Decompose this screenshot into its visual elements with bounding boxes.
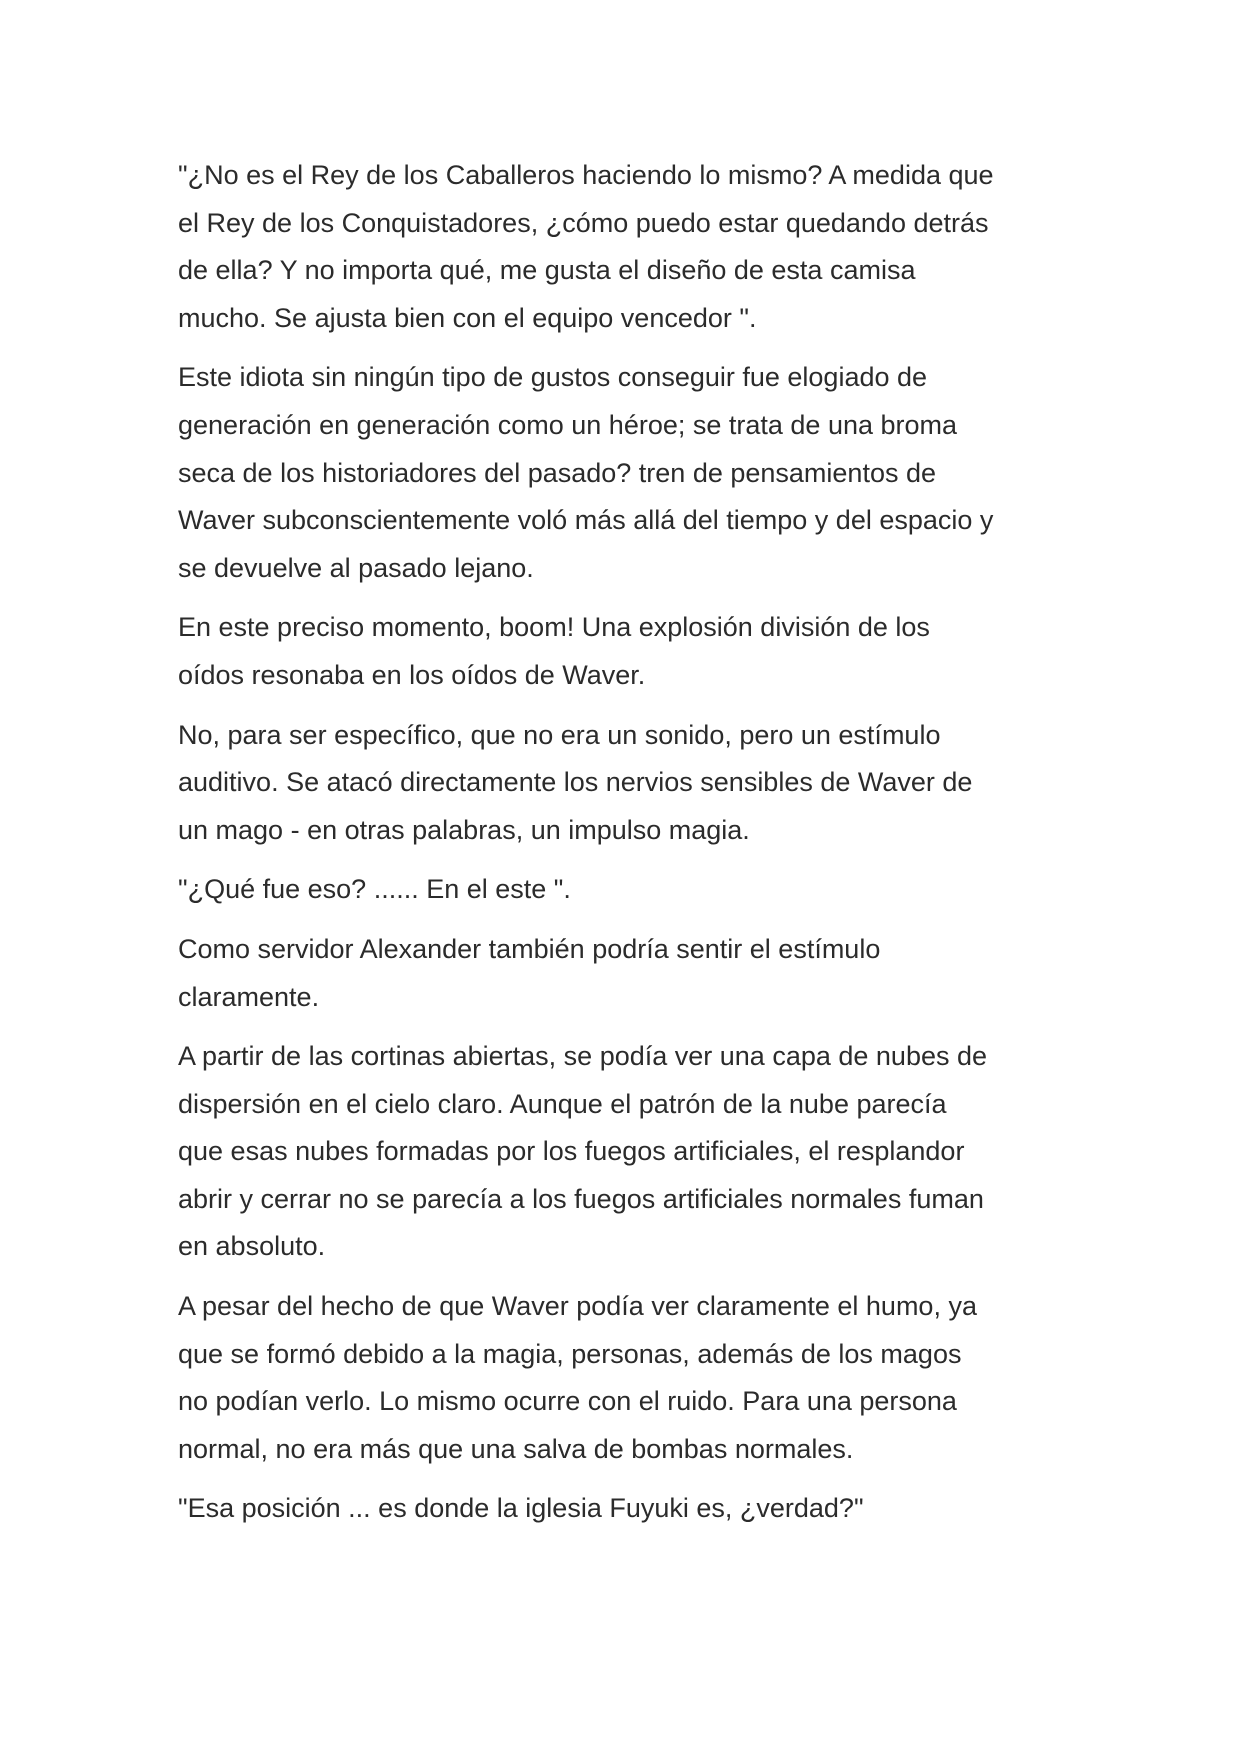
- paragraph: A partir de las cortinas abiertas, se podía ver una capa de nubes de dispersión en el cielo claro. Aunque el patrón de la nube parecía que esas nubes formadas por los fuegos artificiales, el resplandor abrir y cerrar no se parecía a los fuegos artificiales normales fuman en absoluto.: [178, 1041, 988, 1262]
- paragraph: En este preciso momento, boom! Una explosión división de los oídos resonaba en los oídos de Waver.: [178, 612, 930, 690]
- text-body: [178, 152, 1078, 1545]
- paragraph: "¿No es el Rey de los Caballeros haciendo lo mismo? A medida que el Rey de los Conquistadores, ¿cómo puedo estar quedando detrás de ella? Y no importa qué, me gusta el diseño de esta camisa mucho. Se ajusta bien con el equipo vencedor ".: [178, 160, 994, 333]
- paragraph: "¿Qué fue eso? ...... En el este ".: [178, 874, 571, 905]
- paragraph: A pesar del hecho de que Waver podía ver claramente el humo, ya que se formó debido a la magia, personas, además de los magos no podían verlo. Lo mismo ocurre con el ruido. Para una persona normal, no era más que una salva de bombas normales.: [178, 1291, 977, 1464]
- paragraph: No, para ser específico, que no era un sonido, pero un estímulo auditivo. Se atacó directamente los nervios sensibles de Waver de un mago - en otras palabras, un impulso magia.: [178, 719, 973, 845]
- paragraph: "Esa posición ... es donde la iglesia Fuyuki es, ¿verdad?": [178, 1493, 864, 1524]
- paragraph: Este idiota sin ningún tipo de gustos conseguir fue elogiado de generación en generación como un héroe; se trata de una broma seca de los historiadores del pasado? tren de pensamientos de Waver subconscientemente voló más allá del tiempo y del espacio y se devuelve al pasado lejano.: [178, 362, 994, 583]
- paragraph: Como servidor Alexander también podría sentir el estímulo claramente.: [178, 933, 881, 1012]
